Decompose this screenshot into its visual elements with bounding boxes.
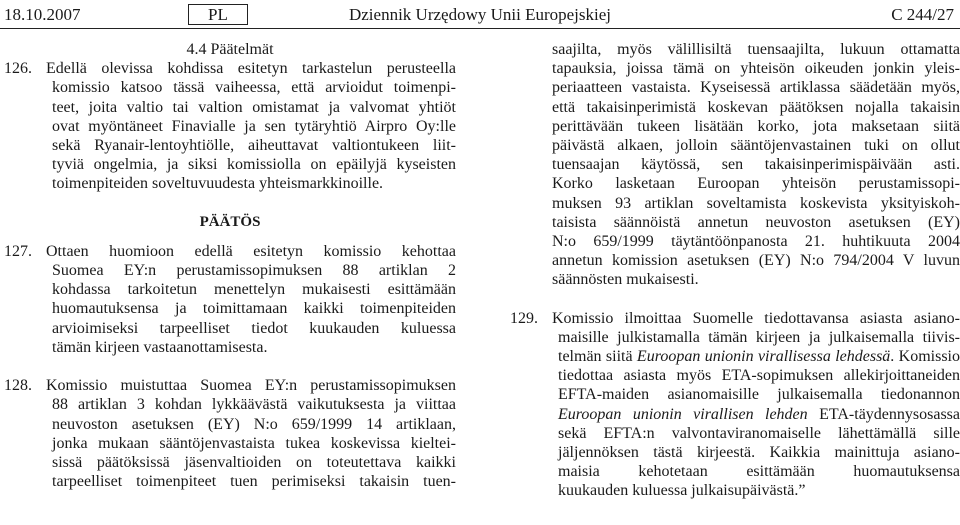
- paragraph-number: 126.: [4, 60, 32, 78]
- journal-name-italic: Euroopan unionin virallisen lehden: [558, 405, 808, 423]
- paragraph-number: 129.: [510, 309, 538, 327]
- paragraph-line: Suomea EY:n perustamissopimuksen 88 artiklan 2: [52, 262, 456, 280]
- paragraph-line: maisille julkistamalla tämän kirjeen ja julkaisemalla tiivis-: [558, 328, 960, 346]
- paragraph-line: tuensaajan käytössä, sen takaisinperimispäivään asti.: [552, 156, 960, 174]
- paragraph-line: arvioimiseksi tarpeelliset tiedot kuukauden kuluessa: [52, 319, 456, 337]
- paragraph-line: tarpeelliset toimenpiteet tuen perimiseksi takaisin tuen-: [52, 473, 456, 491]
- paragraph-line: EFTA-maiden asianomaisille julkaisemalla tiedonannon: [558, 386, 960, 404]
- paragraph-line: tyviä ongelmia, ja siksi komissiolla on epäilyjä kyseisten: [52, 156, 456, 174]
- paragraph-line: tämän kirjeen vastaanottamisesta.: [52, 338, 268, 356]
- paragraph-129: [510, 309, 960, 501]
- paragraph-line: ovat myöntäneet Finavialle ja sen tytäryhtiö Airpro Oy:lle: [52, 117, 456, 135]
- paragraph-line: huomautuksensa ja toimittamaan kaikki toimenpiteiden: [52, 300, 456, 318]
- paragraph-line: päivästä alkaen, jolloin sääntöjenvastainen tuki on ollut: [552, 136, 960, 154]
- paragraph-line: N:o 659/1999 täytäntöönpanosta 21. huhtikuuta 2004: [552, 232, 960, 250]
- paragraph-line: muksen 93 artiklan soveltamista koskevista yksityiskoh-: [552, 194, 960, 212]
- paragraph-line: kuukauden kuluessa julkaisupäivästä.”: [558, 482, 806, 500]
- journal-name-italic: Euroopan unionin virallisessa lehdessä: [636, 348, 891, 365]
- paragraph-126: [4, 59, 456, 193]
- paragraph-line: jäljennöksen tästä kirjeestä. Kaikkia mainittuja asiano-: [558, 443, 960, 461]
- header-rule: [0, 28, 960, 29]
- section-title: 4.4 Päätelmät: [186, 41, 274, 58]
- paragraph-line: neuvoston asetuksen (EY) N:o 659/1999 14 artiklaan,: [52, 415, 456, 433]
- page-header: [0, 0, 960, 30]
- paragraph-line: komissio katsoo tässä vaiheessa, että arvioidut toimenpi-: [52, 79, 456, 97]
- paragraph-line: sissä päätöksissä jäsenvaltioiden on toteutettava kaikki: [52, 453, 456, 471]
- paragraph-line: toimenpiteiden soveltuvuudesta yhteismarkkinoille.: [52, 175, 384, 193]
- paragraph-line: kohdassa tarkoitetun menettelyn mukaisesti esittämään: [52, 281, 456, 299]
- paragraph-line: Euroopan unionin virallisen lehden ETA-täydennysosassa: [558, 405, 960, 423]
- paragraph-line: periaatteen vastaista. Kyseisessä artiklassa säädetään myös,: [552, 79, 960, 97]
- paragraph-number: 127.: [4, 242, 32, 260]
- paragraph-128: [4, 376, 456, 491]
- paragraph-line: Korko lasketaan Euroopan yhteisön perustamissopi-: [552, 175, 960, 193]
- paragraph-line: taisista säännöistä annetun neuvoston asetuksen (EY): [552, 213, 960, 231]
- paragraph-line: tapauksia, joissa tämä on yhteisön oikeuden jonkin yleis-: [552, 60, 960, 78]
- paragraph-number: 128.: [4, 377, 32, 395]
- decision-heading: PÄÄTÖS: [199, 213, 261, 230]
- paragraph-line: säännösten mukaisesti.: [552, 271, 699, 289]
- paragraph-line: 126. Edellä olevissa kohdissa esitetyn tarkastelun perusteella: [4, 60, 456, 78]
- paragraph-line: 127. Ottaen huomioon edellä esitetyn komissio kehottaa: [4, 242, 456, 260]
- paragraph-line: jonka mukaan sääntöjenvastaista tukea koskevissa kieltei-: [52, 434, 456, 452]
- publication-date: 18.10.2007: [4, 5, 81, 24]
- paragraph-128-continued: [552, 40, 960, 289]
- journal-title: Dziennik Urzędowy Unii Europejskiej: [348, 5, 611, 24]
- paragraph-line: perittävään tukeen lisätään korko, jota maksetaan siitä: [552, 117, 960, 135]
- left-column: [4, 40, 456, 491]
- paragraph-line: annetun komission asetuksen (EY) N:o 794/2004 V luvun: [552, 252, 960, 270]
- right-column: [510, 40, 960, 501]
- paragraph-line: maisia kehotetaan esittämään huomautuksensa: [558, 463, 960, 481]
- paragraph-127: [4, 242, 456, 357]
- paragraph-line: tiedottaa asiasta myös ETA-sopimuksen allekirjoittaneiden: [558, 367, 960, 385]
- paragraph-line: 88 artiklan 3 kohdan lykkäävästä vaikutuksesta ja viittaa: [52, 396, 456, 414]
- paragraph-line: 128. Komissio muistuttaa Suomea EY:n perustamissopimuksen: [4, 377, 456, 395]
- paragraph-line: että takaisinperimistä koskevan päätöksen nojalla takaisin: [552, 98, 960, 116]
- language-badge: PL: [188, 4, 248, 25]
- paragraph-line: sekä Ryanair-lentoyhtiölle, aiheuttavat valtiontukeen liit-: [52, 136, 456, 154]
- paragraph-line: telmän siitä Euroopan unionin virallisessa lehdessä. Komissio: [558, 348, 960, 365]
- paragraph-line: 129. Komissio ilmoittaa Suomelle tiedottavansa asiasta asiano-: [510, 309, 960, 327]
- paragraph-line: teet, joita valtio tai valtion omistamat ja valvomat yhtiöt: [52, 98, 456, 116]
- paragraph-line: sekä EFTA:n valvontaviranomaiselle lähettämällä sille: [558, 424, 960, 442]
- journal-reference: C 244/27: [891, 5, 954, 24]
- paragraph-line: saajilta, myös välillisiltä tuensaajilta, lukuun ottamatta: [552, 41, 960, 58]
